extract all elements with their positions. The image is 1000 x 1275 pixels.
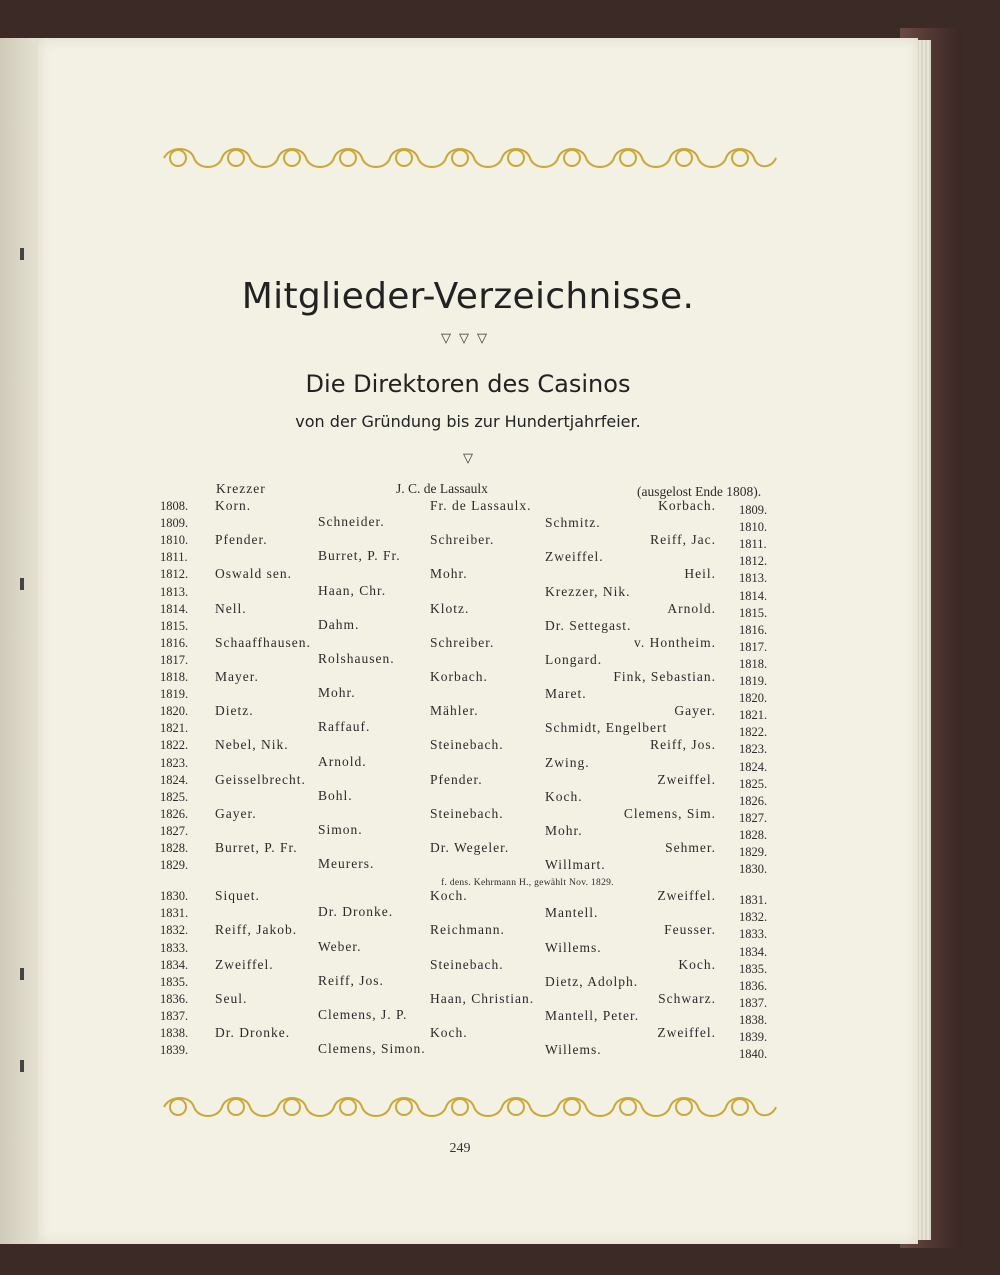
director-name: Mantell.	[545, 905, 599, 921]
director-name: Simon.	[318, 821, 363, 837]
year-end: 1822.	[739, 725, 768, 740]
director-name: Dr. Dronke.	[318, 904, 394, 920]
director-name: Zweiffel.	[657, 771, 716, 787]
page-title: Mitglieder-Verzeichnisse.	[241, 276, 695, 317]
year-start: 1837.	[160, 1008, 189, 1023]
director-name: Zweiffel.	[657, 1025, 716, 1040]
director-name: Geisselbrecht.	[215, 771, 306, 787]
section-subtitle: von der Gründung bis zur Hundertjahrfeier.	[295, 412, 641, 431]
year-end: 1839.	[739, 1030, 768, 1044]
year-end: 1838.	[739, 1012, 768, 1027]
director-name: Clemens, Sim.	[623, 805, 716, 821]
triangle-ornament-single: ▽	[463, 451, 473, 466]
year-start: 1811.	[160, 550, 188, 565]
year-start: 1821.	[160, 721, 189, 736]
year-start: 1815.	[160, 618, 189, 633]
director-name: Maret.	[545, 686, 587, 702]
director-name: Koch.	[430, 1025, 468, 1040]
year-start: 1833.	[160, 940, 189, 955]
director-name: Haan, Chr.	[318, 582, 387, 598]
director-name: Heil.	[684, 566, 716, 582]
year-end: 1811.	[739, 537, 767, 552]
year-end: 1814.	[739, 588, 768, 603]
year-start: 1831.	[160, 906, 189, 921]
year-end: 1832.	[739, 910, 768, 925]
director-name: Zweiffel.	[215, 956, 274, 972]
year-end: 1835.	[739, 961, 768, 976]
director-name: Korn.	[215, 498, 252, 513]
year-start: 1820.	[160, 704, 189, 719]
year-start: 1839.	[160, 1043, 189, 1058]
director-name: Meurers.	[318, 856, 375, 872]
header-name: J. C. de Lassaulx	[396, 481, 488, 496]
director-name: Krezzer, Nik.	[545, 583, 631, 599]
header-name: Krezzer	[216, 481, 266, 496]
director-name: Schneider.	[318, 514, 385, 530]
director-name: Arnold.	[318, 753, 367, 769]
director-name: Zwing.	[545, 754, 590, 770]
year-start: 1838.	[160, 1026, 189, 1040]
year-start: 1810.	[160, 533, 189, 548]
director-name: Schwarz.	[658, 990, 716, 1006]
director-name: Fink, Sebastian.	[613, 669, 716, 684]
margin-mark	[20, 968, 24, 980]
year-end: 1840.	[739, 1047, 768, 1062]
year-end: 1820.	[739, 691, 768, 706]
director-name: Clemens, J. P.	[318, 1006, 408, 1022]
director-name: Koch.	[545, 788, 583, 804]
year-end: 1812.	[739, 554, 768, 569]
director-name: Korbach.	[658, 498, 716, 513]
year-start: 1836.	[160, 991, 189, 1006]
triangle-ornament: ▽▽▽	[441, 331, 495, 346]
year-start: 1818.	[160, 670, 189, 684]
director-name: Zweiffel.	[545, 549, 604, 565]
year-end: 1836.	[739, 978, 768, 993]
director-name: Schaaffhausen.	[215, 634, 311, 650]
year-end: 1831.	[739, 893, 768, 908]
year-end: 1825.	[739, 776, 768, 791]
year-end: 1828.	[739, 827, 768, 842]
year-end: 1824.	[739, 759, 768, 774]
director-name: Dahm.	[318, 616, 360, 632]
director-name: Schreiber.	[430, 532, 495, 548]
director-name: Steinebach.	[430, 805, 504, 821]
director-name: Bohl.	[318, 787, 353, 803]
director-name: Mantell, Peter.	[545, 1007, 640, 1023]
margin-mark	[20, 1060, 24, 1072]
director-name: Sehmer.	[665, 840, 716, 855]
director-name: Steinebach.	[430, 956, 504, 972]
ornament-bottom	[160, 1093, 780, 1121]
director-name: Pfender.	[215, 532, 268, 548]
year-end: 1809.	[739, 503, 768, 517]
director-name: Siquet.	[215, 888, 260, 904]
director-name: Clemens, Simon.	[318, 1041, 426, 1057]
year-end: 1823.	[739, 742, 768, 757]
director-name: Dietz, Adolph.	[545, 973, 639, 989]
director-name: v. Hontheim.	[634, 634, 716, 650]
director-name: Koch.	[678, 956, 716, 972]
year-start: 1829.	[160, 858, 189, 873]
director-name: Fr. de Lassaulx.	[430, 498, 532, 513]
director-name: Korbach.	[430, 669, 488, 684]
year-end: 1826.	[739, 793, 768, 808]
year-end: 1833.	[739, 927, 768, 942]
year-start: 1817.	[160, 652, 189, 667]
year-end: 1837.	[739, 995, 768, 1010]
director-name: Dr. Wegeler.	[430, 840, 510, 855]
director-name: Mohr.	[430, 566, 468, 582]
director-name: Gayer.	[215, 805, 257, 821]
year-end: 1816.	[739, 622, 768, 637]
director-name: Pfender.	[430, 771, 483, 787]
year-end: 1821.	[739, 708, 768, 723]
director-name: Reichmann.	[430, 922, 505, 938]
director-name: Burret, P. Fr.	[318, 548, 401, 564]
director-name: Nebel, Nik.	[215, 737, 289, 753]
year-start: 1830.	[160, 889, 189, 904]
director-name: Klotz.	[430, 600, 470, 616]
year-end: 1827.	[739, 810, 768, 825]
page-number: 249	[449, 1141, 471, 1156]
year-end: 1813.	[739, 571, 768, 586]
director-name: Rolshausen.	[318, 650, 395, 666]
year-start: 1823.	[160, 755, 189, 770]
director-name: Mohr.	[318, 685, 356, 701]
margin-mark	[20, 248, 24, 260]
year-end: 1810.	[739, 520, 768, 535]
year-start: 1808.	[160, 499, 189, 513]
year-start: 1828.	[160, 841, 189, 855]
director-name: Feusser.	[664, 922, 716, 938]
director-name: Oswald sen.	[215, 566, 292, 582]
year-end: 1818.	[739, 656, 768, 671]
director-name: Schreiber.	[430, 634, 495, 650]
section-title: Die Direktoren des Casinos	[305, 370, 631, 398]
year-end: 1829.	[739, 845, 768, 859]
director-name: Schmitz.	[545, 515, 601, 531]
year-start: 1835.	[160, 974, 189, 989]
director-name: Burret, P. Fr.	[215, 840, 298, 855]
year-start: 1834.	[160, 957, 189, 972]
director-name: Schmidt, Engelbert	[545, 720, 668, 736]
ornament-top	[160, 144, 780, 172]
director-name: Koch.	[430, 888, 468, 904]
director-name: Dr. Dronke.	[215, 1025, 291, 1040]
year-start: 1812.	[160, 567, 189, 582]
director-name: Dietz.	[215, 703, 254, 719]
director-name: Reiff, Jac.	[650, 532, 716, 548]
year-start: 1824.	[160, 772, 189, 787]
director-name: Reiff, Jakob.	[215, 922, 298, 938]
year-end: 1817.	[739, 639, 768, 654]
director-name: Gayer.	[674, 703, 716, 719]
year-start: 1825.	[160, 789, 189, 804]
director-name: Mayer.	[215, 669, 259, 684]
director-name: Willems.	[545, 939, 602, 955]
director-name: Reiff, Jos.	[650, 737, 716, 753]
facing-page-edge	[0, 38, 38, 1244]
director-name: Willmart.	[545, 857, 606, 873]
director-name: Mähler.	[430, 703, 479, 719]
year-start: 1819.	[160, 687, 189, 702]
header-name: (ausgelost Ende 1808).	[637, 484, 762, 499]
year-start: 1809.	[160, 516, 189, 531]
director-name: Longard.	[545, 651, 603, 667]
director-name: Mohr.	[545, 822, 583, 838]
director-name: Raffauf.	[318, 719, 371, 735]
margin-mark	[20, 578, 24, 590]
table-note: f. dens. Kehrmann H., gewählt Nov. 1829.	[441, 878, 614, 888]
director-name: Zweiffel.	[657, 888, 716, 904]
year-start: 1822.	[160, 738, 189, 753]
director-name: Reiff, Jos.	[318, 972, 384, 988]
director-name: Seul.	[215, 990, 248, 1006]
director-name: Arnold.	[667, 600, 716, 616]
year-start: 1827.	[160, 823, 189, 838]
director-name: Steinebach.	[430, 737, 504, 753]
year-end: 1834.	[739, 944, 768, 959]
director-name: Nell.	[215, 600, 247, 616]
director-name: Willems.	[545, 1042, 602, 1058]
year-start: 1832.	[160, 923, 189, 938]
year-end: 1815.	[739, 605, 768, 620]
year-end: 1830.	[739, 862, 768, 877]
director-name: Weber.	[318, 938, 362, 954]
year-start: 1813.	[160, 584, 189, 599]
year-start: 1814.	[160, 601, 189, 616]
year-start: 1826.	[160, 806, 189, 821]
year-end: 1819.	[739, 674, 768, 688]
year-start: 1816.	[160, 635, 189, 650]
director-name: Dr. Settegast.	[545, 617, 632, 633]
director-name: Haan, Christian.	[430, 990, 535, 1006]
